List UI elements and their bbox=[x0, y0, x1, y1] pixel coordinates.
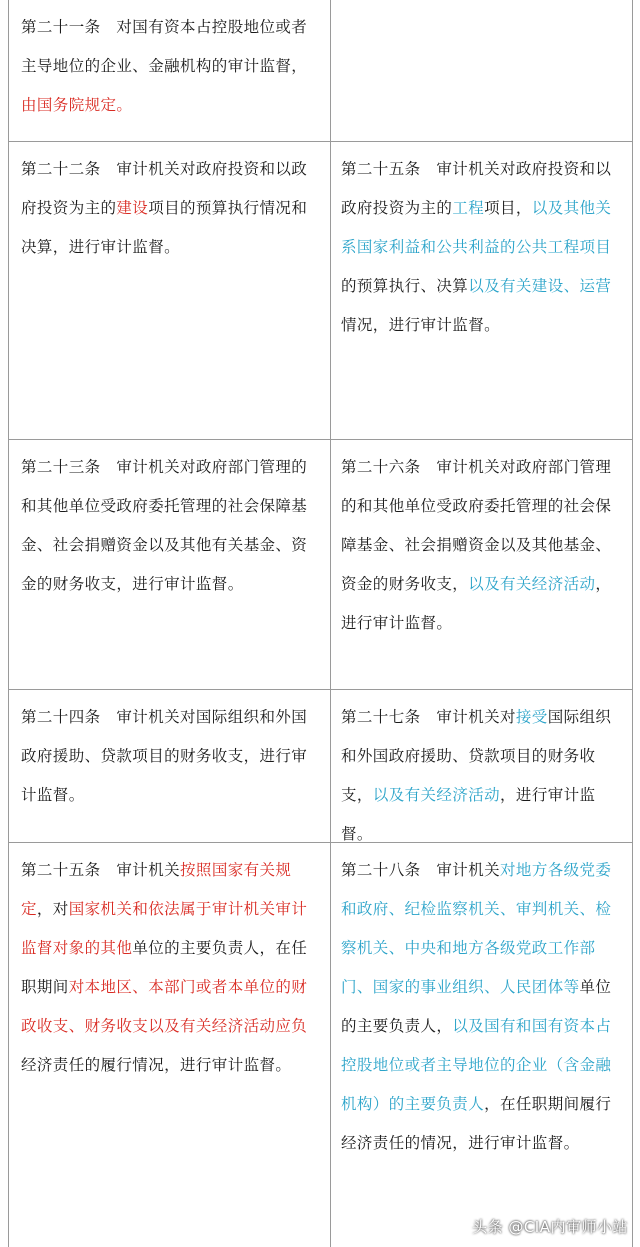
text-segment: 第二十六条 审计机关对政府部门管理的和其他单位受政府委托管理的社会保障基金、社会捐赠资金以及其他基金、资金的财务收支， bbox=[341, 458, 612, 593]
text-segment: 项目的预算执行情况和决算，进行审计监督。 bbox=[21, 199, 308, 256]
article-22-old bbox=[21, 150, 318, 267]
text-segment: 工程 bbox=[452, 199, 485, 217]
text-segment: 对本地区、本部门或者本单位的财政收支、财务收支以及有关经济活动应负 bbox=[21, 978, 308, 1035]
text-segment: 接受 bbox=[515, 708, 548, 726]
article-24-old bbox=[21, 698, 318, 815]
row-2-left-cell bbox=[9, 142, 331, 439]
text-segment: 第二十五条 审计机关对政府投资和以政府投资为主的 bbox=[341, 160, 612, 217]
text-segment: 单位的主要负责人， bbox=[341, 978, 612, 1035]
text-segment: ，对 bbox=[36, 900, 69, 918]
text-segment: 第二十二条 审计机关对政府投资和以政府投资为主的 bbox=[21, 160, 308, 217]
table-row-1 bbox=[9, 0, 632, 142]
text-segment: 对地方各级党委和政府、纪检监察机关、审判机关、检察机关、中央和地方各级党政工作部门、国家的事业组织、人民团体等 bbox=[341, 861, 612, 996]
text-segment: 经济责任的履行情况，进行审计监督。 bbox=[21, 1056, 292, 1074]
row-1-left-cell bbox=[9, 0, 331, 141]
comparison-table bbox=[8, 0, 633, 1247]
row-1-right-cell bbox=[331, 0, 632, 141]
text-segment: 以及国有和国有资本占控股地位或者主导地位的企业（含金融机构）的主要负责人 bbox=[341, 1017, 612, 1113]
text-segment: 按照国家有关规定 bbox=[21, 861, 292, 918]
article-28-new bbox=[341, 851, 624, 1163]
row-3-right-cell bbox=[331, 440, 632, 689]
text-segment: 第二十一条 对国有资本占控股地位或者主导地位的企业、金融机构的审计监督， bbox=[21, 18, 308, 75]
text-segment: 国家机关和依法属于审计机关审计监督对象的其他 bbox=[21, 900, 308, 957]
article-25-old bbox=[21, 851, 318, 1085]
text-segment: 由国务院规定。 bbox=[21, 96, 133, 114]
article-26-new bbox=[341, 448, 624, 643]
table-row-3 bbox=[9, 440, 632, 690]
text-segment: 以及其他关系国家利益和公共利益的公共工程项目 bbox=[341, 199, 612, 256]
article-25-new bbox=[341, 150, 624, 345]
text-segment: 第二十七条 审计机关对 bbox=[341, 708, 516, 726]
text-segment: 单位的主要负责人，在任职期间 bbox=[21, 939, 308, 996]
text-segment: 建设 bbox=[116, 199, 149, 217]
article-27-new bbox=[341, 698, 624, 854]
text-segment: 第二十三条 审计机关对政府部门管理的和其他单位受政府委托管理的社会保障基金、社会捐赠资金以及其他有关基金、资金的财务收支，进行审计监督。 bbox=[21, 458, 308, 593]
article-23-old bbox=[21, 448, 318, 604]
row-2-right-cell bbox=[331, 142, 632, 439]
text-segment: 第二十四条 审计机关对国际组织和外国政府援助、贷款项目的财务收支，进行审计监督。 bbox=[21, 708, 308, 804]
row-5-right-cell bbox=[331, 843, 632, 1247]
text-segment: 第二十八条 审计机关 bbox=[341, 861, 501, 879]
row-3-left-cell bbox=[9, 440, 331, 689]
row-4-right-cell bbox=[331, 690, 632, 842]
row-5-left-cell bbox=[9, 843, 331, 1247]
table-row-2 bbox=[9, 142, 632, 440]
text-segment: ，在任职期间履行经济责任的情况，进行审计监督。 bbox=[341, 1095, 612, 1152]
text-segment: ，进行审计监督。 bbox=[341, 575, 612, 632]
text-segment: 国际组织和外国政府援助、贷款项目的财务收支， bbox=[341, 708, 612, 804]
text-segment: 的预算执行、决算 bbox=[341, 277, 469, 295]
text-segment: 第二十五条 审计机关 bbox=[21, 861, 181, 879]
text-segment: 以及有关经济活动 bbox=[468, 575, 596, 593]
text-segment: 以及有关经济活动 bbox=[372, 786, 501, 804]
article-21-old bbox=[21, 8, 318, 125]
table-row-4 bbox=[9, 690, 632, 843]
text-segment: 以及有关建设、运营 bbox=[468, 277, 612, 295]
table-row-5 bbox=[9, 843, 632, 1247]
text-segment: ，进行审计监督。 bbox=[341, 786, 596, 843]
row-4-left-cell bbox=[9, 690, 331, 842]
source-watermark: 头条 @CIA内审师小站 bbox=[472, 1218, 628, 1236]
text-segment: 项目， bbox=[484, 199, 532, 217]
text-segment: 情况，进行审计监督。 bbox=[341, 316, 501, 334]
